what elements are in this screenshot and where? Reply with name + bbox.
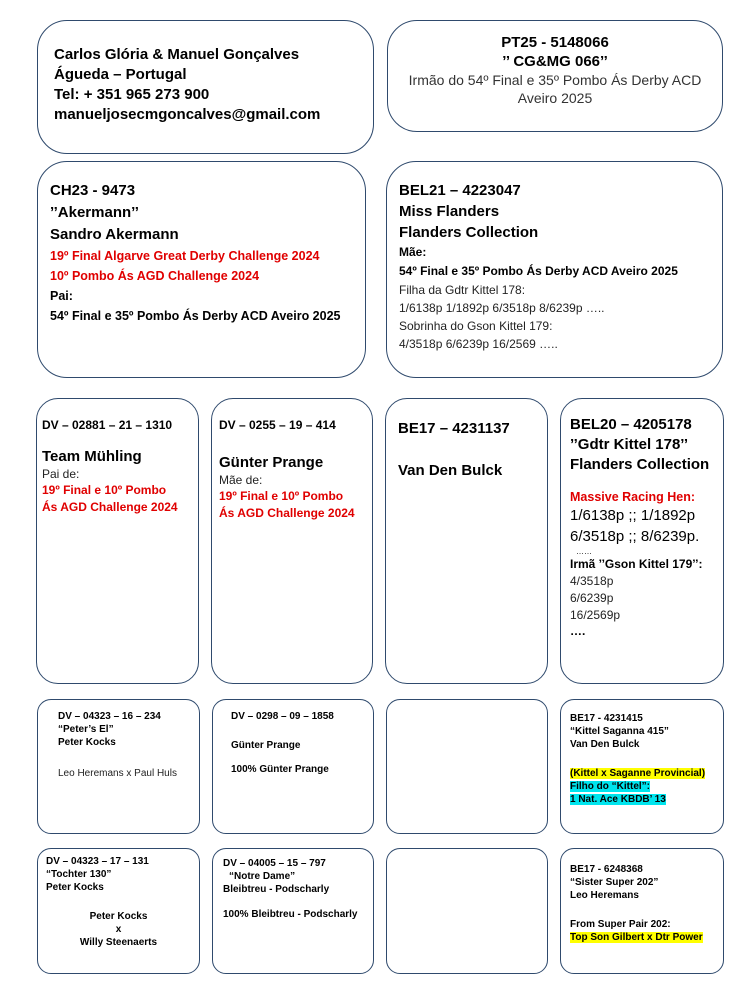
mother-line-3: Sobrinha do Gson Kittel 179: [399, 319, 553, 333]
ggp-3-card [386, 699, 548, 834]
father-result-3: 54º Final e 35º Pombo Ás Derby ACD Aveiro 2025 [50, 309, 341, 323]
ggp6-breeder: Bleibtreu - Podscharly [223, 884, 330, 895]
granddam-1-card [211, 398, 373, 684]
gp2-name: Günter Prange [219, 454, 324, 471]
breeder-location: Águeda – Portugal [54, 66, 187, 83]
gp4-sister-1: 4/3518p [570, 574, 614, 588]
ggp4-cross: (Kittel x Saganne Provincial) [570, 768, 706, 779]
gp1-name: Team Mühling [42, 448, 142, 465]
breeder-email: manueljosecmgoncalves@gmail.com [54, 106, 321, 123]
ggp5-ring: DV – 04323 – 17 – 131 [46, 856, 149, 867]
breeder-card [37, 20, 374, 154]
gp4-name: ’’Gdtr Kittel 178’’ [570, 436, 689, 453]
ggp1-cross: Leo Heremans x Paul Huls [58, 768, 177, 779]
gp2-ring: DV – 0255 – 19 – 414 [219, 418, 336, 432]
gp4-sister: Irmã ’’Gson Kittel 179’’: [570, 557, 703, 571]
father-result-2: 10º Pombo Ás AGD Challenge 2024 [50, 269, 260, 283]
gp2-result-1: 19º Final e 10º Pombo [219, 489, 344, 503]
gp1-ring: DV – 02881 – 21 – 1310 [42, 418, 173, 432]
bird-ring: PT25 - 5148066 [501, 34, 609, 51]
gp4-hen: Massive Racing Hen: [570, 490, 696, 504]
gp1-result-1: 19º Final e 10º Pombo [42, 483, 167, 497]
father-name: ’’Akermann’’ [50, 204, 139, 221]
ggp-2-card [212, 699, 374, 834]
bird-name: ’’ CG&MG 066’’ [502, 53, 608, 70]
gp4-sister-4: …. [570, 624, 586, 638]
gp4-result-1: 1/6138p ;; 1/1892p [570, 507, 696, 524]
ggp6-name: “Notre Dame” [229, 871, 296, 882]
ggp8-top: Top Son Gilbert x Dtr Power [570, 932, 703, 943]
ggp8-name: “Sister Super 202” [570, 877, 659, 888]
ggp6-ring: DV – 04005 – 15 – 797 [223, 858, 326, 869]
ggp1-name: “Peter’s El” [58, 724, 114, 735]
grandsire-2-card [385, 398, 548, 684]
gp4-dots: …… [576, 547, 592, 556]
grandsire-1-card [36, 398, 199, 684]
ggp4-ring: BE17 - 4231415 [570, 713, 643, 724]
ggp-8-card [560, 848, 724, 974]
ggp-6-card [212, 848, 374, 974]
ggp2-pct: 100% Günter Prange [231, 764, 329, 775]
father-breeder: Sandro Akermann [50, 226, 179, 243]
ggp2-ring: DV – 0298 – 09 – 1858 [231, 711, 334, 722]
gp3-ring: BE17 – 4231137 [398, 420, 510, 437]
mother-line-4: 4/3518p 6/6239p 16/2569 ….. [399, 337, 558, 351]
ggp5-cross-2: x [115, 924, 122, 935]
mother-breeder: Flanders Collection [399, 224, 539, 241]
gp2-result-2: Ás AGD Challenge 2024 [219, 506, 355, 520]
gp1-label: Pai de: [42, 467, 80, 481]
ggp-1-card [37, 699, 200, 834]
father-card [37, 161, 366, 378]
ggp1-ring: DV – 04323 – 16 – 234 [58, 711, 161, 722]
ggp4-son: Filho do “Kittel”: [570, 781, 650, 792]
bird-card [387, 20, 723, 132]
ggp2-breeder: Günter Prange [231, 740, 301, 751]
ggp8-breeder: Leo Heremans [570, 890, 639, 901]
bird-desc: Irmão do 54º Final e 35º Pombo Ás Derby ACD Aveiro 2025 [408, 72, 702, 106]
mother-ring: BEL21 – 4223047 [399, 182, 521, 199]
ggp4-ace: 1 Nat. Ace KBDB’ 13 [570, 794, 666, 805]
ggp-4-card [560, 699, 724, 834]
ggp6-pct: 100% Bleibtreu - Podscharly [223, 909, 358, 920]
gp4-ring: BEL20 – 4205178 [570, 416, 692, 433]
ggp5-breeder: Peter Kocks [46, 882, 104, 893]
breeder-phone: Tel: + 351 965 273 900 [54, 86, 210, 103]
mother-line-2: 1/6138p 1/1892p 6/3518p 8/6239p ….. [399, 301, 605, 315]
ggp-7-card [386, 848, 548, 974]
ggp5-name: “Tochter 130” [46, 869, 112, 880]
ggp8-ring: BE17 - 6248368 [570, 864, 643, 875]
mother-card [386, 161, 723, 378]
ggp4-name: “Kittel Saganna 415” [570, 726, 669, 737]
gp2-label: Mãe de: [219, 473, 263, 487]
granddam-2-card [560, 398, 724, 684]
father-pai-label: Pai: [50, 289, 73, 303]
mother-result: 54º Final e 35º Pombo Ás Derby ACD Aveiro 2025 [399, 264, 678, 278]
father-ring: CH23 - 9473 [50, 182, 136, 199]
ggp4-breeder: Van Den Bulck [570, 739, 640, 750]
gp4-result-2: 6/3518p ;; 8/6239p. [570, 528, 700, 545]
gp1-result-2: Ás AGD Challenge 2024 [42, 500, 178, 514]
gp4-breeder: Flanders Collection [570, 456, 710, 473]
mother-mae-label: Mãe: [399, 245, 427, 259]
ggp-5-card [37, 848, 200, 974]
mother-line-1: Filha da Gdtr Kittel 178: [399, 283, 526, 297]
ggp1-breeder: Peter Kocks [58, 737, 116, 748]
gp4-sister-2: 6/6239p [570, 591, 614, 605]
ggp5-cross-3: Willy Steenaerts [79, 937, 158, 948]
mother-name: Miss Flanders [399, 203, 500, 220]
gp4-sister-3: 16/2569p [570, 608, 621, 622]
ggp8-from: From Super Pair 202: [570, 919, 671, 930]
ggp5-cross-1: Peter Kocks [89, 911, 148, 922]
gp3-name: Van Den Bulck [398, 462, 503, 479]
breeder-name: Carlos Glória & Manuel Gonçalves [54, 46, 300, 63]
father-result-1: 19º Final Algarve Great Derby Challenge 2024 [50, 249, 320, 263]
